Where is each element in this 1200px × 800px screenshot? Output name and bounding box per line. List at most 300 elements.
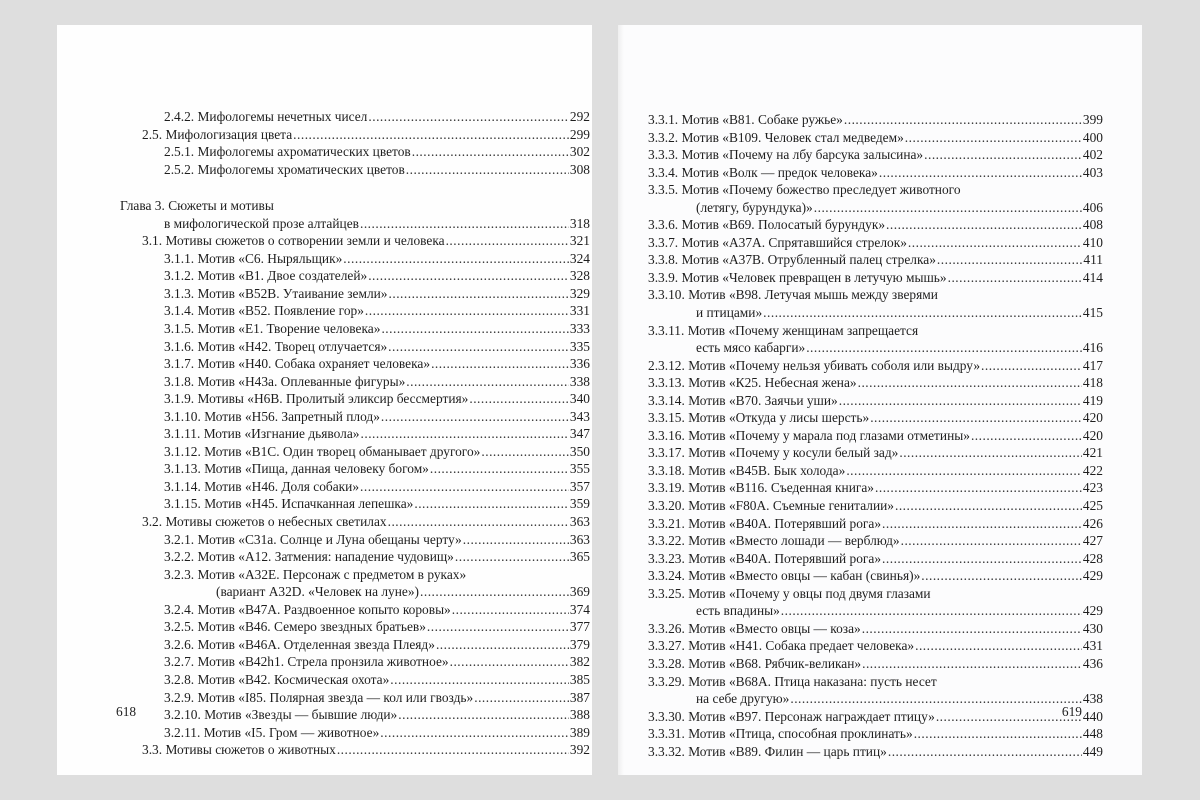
entry-page-number: 340 <box>569 391 590 407</box>
entry-page-number: 392 <box>569 742 590 758</box>
entry-page-number: 416 <box>1082 340 1103 356</box>
entry-title: Мотив «А32Е. Персонаж с предметом в руках» <box>197 566 467 582</box>
entry-page-number: 387 <box>569 689 590 705</box>
toc-entry <box>648 725 1103 743</box>
entry-title: Мотив «Звезды — бывшие люди» <box>204 707 398 723</box>
toc-entry <box>648 111 1103 129</box>
entry-number: 3.3.11. <box>648 322 685 338</box>
toc-entry <box>120 724 590 742</box>
entry-number: 3.2.6. <box>164 636 195 652</box>
entry-title: Мотив «В116. Съеденная книга» <box>688 480 875 496</box>
toc-section-entry <box>120 741 590 759</box>
spine-shadow <box>618 25 624 775</box>
entry-page-number: 422 <box>1082 462 1103 478</box>
toc-entry <box>648 515 1103 533</box>
toc-entry <box>648 129 1103 147</box>
dot-leader <box>388 513 569 531</box>
toc-entry <box>120 108 590 126</box>
toc-entry <box>648 199 1103 217</box>
dot-leader <box>398 706 569 724</box>
entry-title: Мотив «В109. Человек стал медведем» <box>681 129 904 145</box>
dot-leader <box>368 108 569 126</box>
entry-title: и птицами» <box>696 305 763 321</box>
entry-number: 3.2.3. <box>164 566 195 582</box>
dot-leader <box>914 725 1082 743</box>
entry-page-number: 324 <box>569 250 590 266</box>
toc-entry <box>120 425 590 443</box>
entry-page-number: 363 <box>569 514 590 530</box>
entry-title: Мотив «В1. Двое создателей» <box>197 268 368 284</box>
entry-page-number: 336 <box>569 356 590 372</box>
entry-title: Мотив «Птица, способная проклинать» <box>688 726 913 742</box>
entry-title: Мотив «Откуда у лисы шерсть» <box>688 410 870 426</box>
entry-title: Мотив «В47А. Раздвоенное копыто коровы» <box>197 601 451 617</box>
left-page <box>57 25 592 775</box>
toc-entry <box>120 618 590 636</box>
entry-number: 3.1.11. <box>164 426 201 442</box>
entry-page-number: 428 <box>1082 550 1103 566</box>
entry-title: Мотив «В45В. Бык холода» <box>688 462 846 478</box>
entry-title: есть впадины» <box>696 603 780 619</box>
entry-number: 3.3.3. <box>648 147 679 163</box>
dot-leader <box>846 462 1082 480</box>
entry-number: 3.3.18. <box>648 462 685 478</box>
entry-number: 3.3.20. <box>648 498 685 514</box>
entry-title: Мотив «I5. Гром — животное» <box>203 724 380 740</box>
entry-title: Мотивы «Н6В. Пролитый эликсир бессмертия» <box>197 391 469 407</box>
entry-page-number: 408 <box>1082 217 1103 233</box>
entry-title: Мотив «F80А. Съемные гениталии» <box>688 498 894 514</box>
entry-title: Мотив «В52В. Утаивание земли» <box>197 285 388 301</box>
entry-page-number: 338 <box>569 373 590 389</box>
dot-leader <box>430 460 569 478</box>
entry-title: Мотив «В46А. Отделенная звезда Плеяд» <box>197 636 435 652</box>
dot-leader <box>337 741 569 759</box>
entry-title: Мотивы сюжетов о небесных светилах <box>165 514 387 530</box>
dot-leader <box>406 161 569 179</box>
entry-page-number: 389 <box>569 724 590 740</box>
entry-title: Мифологизация цвета <box>165 126 293 142</box>
entry-title: Мотив «Н40. Собака охраняет человека» <box>197 356 431 372</box>
entry-title: Мотив «Волк — предок человека» <box>681 164 878 180</box>
entry-title: Мотив «Вместо овцы — кабан (свинья)» <box>688 568 921 584</box>
entry-page-number: 420 <box>1082 427 1103 443</box>
entry-title: Мотив «Пища, данная человеку богом» <box>204 461 429 477</box>
dot-leader <box>446 232 569 250</box>
toc-entry <box>648 532 1103 550</box>
dot-leader <box>455 548 569 566</box>
entry-page-number: 403 <box>1082 164 1103 180</box>
toc-entry <box>648 357 1103 375</box>
entry-page-number: 357 <box>569 478 590 494</box>
dot-leader <box>888 743 1082 761</box>
entry-title: Мотив «В68. Рябчик-великан» <box>688 655 862 671</box>
toc-entry <box>120 653 590 671</box>
entry-title: Мотив «Почему божество преследует животного <box>681 182 961 198</box>
dot-leader <box>814 199 1082 217</box>
entry-title: Мотив «Н42. Творец отлучается» <box>197 338 388 354</box>
entry-title: Мотив «В97. Персонаж награждает птицу» <box>688 708 935 724</box>
entry-number: 2.4.2. <box>164 109 195 124</box>
entry-page-number: 333 <box>569 321 590 337</box>
entry-page-number: 374 <box>569 601 590 617</box>
entry-number: 3.1.7. <box>164 356 195 372</box>
entry-page-number: 425 <box>1082 498 1103 514</box>
toc-entry <box>648 164 1103 182</box>
dot-leader <box>936 708 1082 726</box>
dot-leader <box>882 550 1082 568</box>
entry-page-number: 429 <box>1082 568 1103 584</box>
entry-title: Мотив «В1С. Один творец обманывает другого» <box>204 443 481 459</box>
dot-leader <box>915 637 1082 655</box>
toc-entry <box>120 460 590 478</box>
entry-page-number: 400 <box>1082 129 1103 145</box>
right-page <box>618 25 1142 775</box>
dot-leader <box>368 267 569 285</box>
dot-leader <box>781 602 1082 620</box>
entry-number: 3.1.15. <box>164 496 201 512</box>
dot-leader <box>901 532 1082 550</box>
toc-entry <box>120 706 590 724</box>
entry-page-number: 331 <box>569 303 590 319</box>
entry-page-number: 449 <box>1082 743 1103 759</box>
toc-entry <box>120 671 590 689</box>
entry-page-number: 385 <box>569 671 590 687</box>
entry-title: Мотив «Н56. Запретный плод» <box>204 408 380 424</box>
toc-entry <box>120 548 590 566</box>
entry-page-number: 302 <box>569 144 590 160</box>
entry-number: 3.3.22. <box>648 533 685 549</box>
toc-entry <box>648 585 1103 603</box>
entry-title: в мифологической прозе алтайцев <box>164 215 359 231</box>
entry-number: 3.1. <box>142 233 163 249</box>
entry-page-number: 430 <box>1082 620 1103 636</box>
dot-leader <box>474 689 569 707</box>
entry-title: Мотив «Изгнание дьявола» <box>203 426 360 442</box>
entry-page-number: 414 <box>1082 269 1103 285</box>
entry-number: 3.3.25. <box>648 585 685 601</box>
toc-entry <box>648 427 1103 445</box>
entry-number: 3.1.13. <box>164 461 201 477</box>
dot-leader <box>895 497 1082 515</box>
entry-page-number: 406 <box>1082 199 1103 215</box>
dot-leader <box>427 618 569 636</box>
entry-number: 3.1.9. <box>164 391 195 407</box>
entry-page-number: 365 <box>569 549 590 565</box>
entry-title: Мотив «В42. Космическая охота» <box>197 671 390 687</box>
toc-chapter-entry <box>120 197 590 215</box>
dot-leader <box>390 671 569 689</box>
toc-entry <box>120 302 590 320</box>
entry-number: 3.3.7. <box>648 234 679 250</box>
entry-number: 3.1.3. <box>164 285 195 301</box>
entry-page-number: 292 <box>569 109 590 124</box>
entry-title: Мотив «А37В. Отрубленный палец стрелка» <box>681 252 936 268</box>
toc-entry <box>648 304 1103 322</box>
entry-number: 3.3.32. <box>648 743 685 759</box>
toc-entry <box>120 161 590 179</box>
entry-page-number: 350 <box>569 443 590 459</box>
dot-leader <box>763 304 1082 322</box>
entry-number: 3.3. <box>142 742 163 758</box>
entry-title: Мотив «Почему у марала под глазами отметины» <box>688 427 970 443</box>
entry-number: 3.3.27. <box>648 638 685 654</box>
dot-leader <box>875 479 1082 497</box>
entry-title: на себе другую» <box>696 691 790 707</box>
toc-entry <box>648 409 1103 427</box>
entry-page-number: 299 <box>569 126 590 142</box>
entry-title: Мотив «В70. Заячьи уши» <box>688 392 838 408</box>
entry-title: Мифологемы нечетных чисел <box>197 109 368 124</box>
entry-title: Мотив «B42h1. Стрела пронзила животное» <box>197 654 449 670</box>
entry-number: 3.3.15. <box>648 410 685 426</box>
entry-title: Мотив «В52. Появление гор» <box>197 303 364 319</box>
dot-leader <box>431 355 569 373</box>
toc-entry <box>648 550 1103 568</box>
entry-number: 3.2.5. <box>164 619 195 635</box>
dot-leader <box>414 495 569 513</box>
toc-entry <box>648 181 1103 199</box>
toc-entry <box>648 743 1103 761</box>
entry-page-number: 347 <box>569 426 590 442</box>
dot-leader <box>870 409 1082 427</box>
entry-title: Мотив «В40А. Потерявший рога» <box>688 515 882 531</box>
entry-number: 3.3.26. <box>648 620 685 636</box>
dot-leader <box>343 250 569 268</box>
entry-page-number: 440 <box>1082 708 1103 724</box>
dot-leader <box>879 164 1082 182</box>
entry-number: 3.3.17. <box>648 445 685 461</box>
toc-section-entry <box>120 232 590 250</box>
toc-entry <box>648 146 1103 164</box>
entry-number: 3.3.5. <box>648 182 679 198</box>
entry-number: 3.3.6. <box>648 217 679 233</box>
entry-title: Мотив «Почему нельзя убивать соболя или выдру» <box>688 357 981 373</box>
toc-entry <box>120 215 590 233</box>
entry-title: Мотив «Н41. Собака предает человека» <box>688 638 915 654</box>
dot-leader <box>360 215 569 233</box>
page-number: 619 <box>1061 704 1082 719</box>
toc-entry <box>120 566 590 584</box>
toc-entry <box>648 602 1103 620</box>
toc-entry <box>648 374 1103 392</box>
entry-page-number: 318 <box>569 215 590 231</box>
entry-number: 3.1.1. <box>164 250 195 266</box>
entry-page-number: 328 <box>569 268 590 284</box>
dot-leader <box>381 320 568 338</box>
toc-entry <box>648 655 1103 673</box>
toc-entry <box>648 690 1103 708</box>
dot-leader <box>452 601 569 619</box>
toc-entry <box>648 497 1103 515</box>
toc-entry <box>120 285 590 303</box>
entry-number: 2.5. <box>142 126 163 142</box>
entry-number: 3.2.2. <box>164 549 195 565</box>
dot-leader <box>905 129 1082 147</box>
entry-number: 3.2.1. <box>164 531 195 547</box>
toc-entry <box>648 673 1103 691</box>
dot-leader <box>790 690 1082 708</box>
entry-page-number: 420 <box>1082 410 1103 426</box>
toc-entry <box>648 322 1103 340</box>
entry-title: Мотив «А12. Затмения: нападение чудовищ» <box>197 549 454 565</box>
entry-title: Мотив «Почему на лбу барсука залысина» <box>681 147 924 163</box>
dot-leader <box>389 285 569 303</box>
entry-title: (вариант A32D. «Человек на луне») <box>216 584 420 600</box>
toc-entry <box>120 373 590 391</box>
entry-number: 3.3.29. <box>648 673 685 689</box>
table-of-contents <box>120 108 590 759</box>
toc-entry <box>648 462 1103 480</box>
entry-title: есть мясо кабарги» <box>696 340 806 356</box>
entry-number: 3.3.2. <box>648 129 679 145</box>
toc-entry <box>120 531 590 549</box>
dot-leader <box>862 620 1082 638</box>
entry-page-number: 321 <box>569 233 590 249</box>
entry-title: Мотив «В69. Полосатый бурундук» <box>681 217 886 233</box>
entry-number: 3.1.4. <box>164 303 195 319</box>
entry-title: Мотив «В98. Летучая мышь между зверями <box>688 287 938 303</box>
entry-title: Мотив «С31а. Солнце и Луна обещаны черту» <box>197 531 462 547</box>
entry-title: Мотив «В89. Филин — царь птиц» <box>688 743 887 759</box>
entry-title: Мотив «А37А. Спрятавшийся стрелок» <box>681 234 907 250</box>
toc-entry <box>648 216 1103 234</box>
dot-leader <box>844 111 1082 129</box>
dot-leader <box>886 216 1082 234</box>
entry-title: (летягу, бурундука)» <box>696 199 813 215</box>
dot-leader <box>436 636 569 654</box>
entry-page-number: 343 <box>569 408 590 424</box>
entry-page-number: 418 <box>1082 375 1103 391</box>
dot-leader <box>899 444 1082 462</box>
dot-leader <box>937 251 1082 269</box>
entry-number: 3.2.4. <box>164 601 195 617</box>
entry-title: Мотивы сюжетов о сотворении земли и человека <box>165 233 445 249</box>
section-gap <box>120 178 590 197</box>
dot-leader <box>839 392 1082 410</box>
entry-page-number: 402 <box>1082 147 1103 163</box>
entry-number: 3.2. <box>142 514 163 530</box>
entry-title: Сюжеты и мотивы <box>168 198 274 214</box>
entry-number: 3.1.2. <box>164 268 195 284</box>
dot-leader <box>921 567 1082 585</box>
toc-entry <box>648 251 1103 269</box>
entry-page-number: 419 <box>1082 392 1103 408</box>
toc-section-entry <box>120 513 590 531</box>
dot-leader <box>882 515 1082 533</box>
entry-number: 3.3.21. <box>648 515 685 531</box>
toc-entry <box>120 338 590 356</box>
entry-page-number: 382 <box>569 654 590 670</box>
dot-leader <box>420 583 569 601</box>
entry-number: 3.3.8. <box>648 252 679 268</box>
entry-title: Мотив «Вместо лошади — верблюд» <box>688 533 900 549</box>
entry-title: Мотив «С6. Ныряльщик» <box>197 250 343 266</box>
dot-leader <box>481 443 569 461</box>
entry-page-number: 359 <box>569 496 590 512</box>
dot-leader <box>360 478 569 496</box>
entry-page-number: 388 <box>569 707 590 723</box>
entry-title: Мотив «В68А. Птица наказана: пусть несет <box>688 673 937 689</box>
toc-section-entry <box>120 126 590 144</box>
entry-page-number: 411 <box>1083 252 1103 268</box>
entry-number: 2.3.12. <box>648 357 685 373</box>
entry-number: 3.3.28. <box>648 655 685 671</box>
entry-page-number: 427 <box>1082 533 1103 549</box>
toc-entry <box>120 636 590 654</box>
toc-entry <box>648 392 1103 410</box>
toc-entry <box>120 583 590 601</box>
entry-number: 3.1.12. <box>164 443 201 459</box>
entry-number: 3.3.30. <box>648 708 685 724</box>
dot-leader <box>361 425 569 443</box>
entry-page-number: 417 <box>1082 357 1103 373</box>
toc-entry <box>648 620 1103 638</box>
toc-entry <box>120 495 590 513</box>
toc-entry <box>120 267 590 285</box>
entry-number: 3.3.4. <box>648 164 679 180</box>
entry-page-number: 438 <box>1082 691 1103 707</box>
entry-page-number: 429 <box>1082 603 1103 619</box>
entry-number: 2.5.2. <box>164 161 195 177</box>
entry-number: 3.3.31. <box>648 726 685 742</box>
toc-entry <box>648 339 1103 357</box>
entry-page-number: 423 <box>1082 480 1103 496</box>
entry-title: Мотив «К25. Небесная жена» <box>688 375 857 391</box>
toc-entry <box>120 320 590 338</box>
entry-title: Мотив «Вместо овцы — коза» <box>688 620 861 636</box>
entry-page-number: 377 <box>569 619 590 635</box>
entry-page-number: 410 <box>1082 234 1103 250</box>
entry-page-number: 379 <box>569 636 590 652</box>
entry-page-number: 355 <box>569 461 590 477</box>
entry-number: 3.2.10. <box>164 707 201 723</box>
toc-entry <box>120 689 590 707</box>
toc-entry <box>120 601 590 619</box>
entry-number: 3.3.16. <box>648 427 685 443</box>
entry-title: Мотив «Почему женщинам запрещается <box>687 322 919 338</box>
dot-leader <box>908 234 1082 252</box>
dot-leader <box>388 338 569 356</box>
dot-leader <box>450 653 569 671</box>
entry-number: 3.1.5. <box>164 321 195 337</box>
toc-entry <box>648 444 1103 462</box>
dot-leader <box>981 357 1082 375</box>
dot-leader <box>406 373 569 391</box>
entry-title: Мотив «Н46. Доля собаки» <box>204 478 360 494</box>
entry-number: 3.3.14. <box>648 392 685 408</box>
entry-title: Мифологемы ахроматических цветов <box>197 144 411 160</box>
dot-leader <box>463 531 569 549</box>
toc-entry <box>648 269 1103 287</box>
toc-entry <box>648 708 1103 726</box>
entry-number: 2.5.1. <box>164 144 195 160</box>
entry-number: 3.3.1. <box>648 112 679 127</box>
entry-number: 3.2.8. <box>164 671 195 687</box>
entry-title: Мифологемы хроматических цветов <box>197 161 405 177</box>
entry-title: Мотив «I85. Полярная звезда — кол или гвоздь» <box>197 689 474 705</box>
toc-entry <box>648 637 1103 655</box>
toc-entry <box>120 408 590 426</box>
dot-leader <box>858 374 1082 392</box>
entry-title: Мотив «Человек превращен в летучую мышь» <box>681 269 947 285</box>
entry-page-number: 369 <box>569 584 590 600</box>
dot-leader <box>948 269 1082 287</box>
toc-entry <box>120 250 590 268</box>
toc-entry <box>648 234 1103 252</box>
entry-title: Мотив «Почему у косули белый зад» <box>688 445 899 461</box>
dot-leader <box>806 339 1082 357</box>
